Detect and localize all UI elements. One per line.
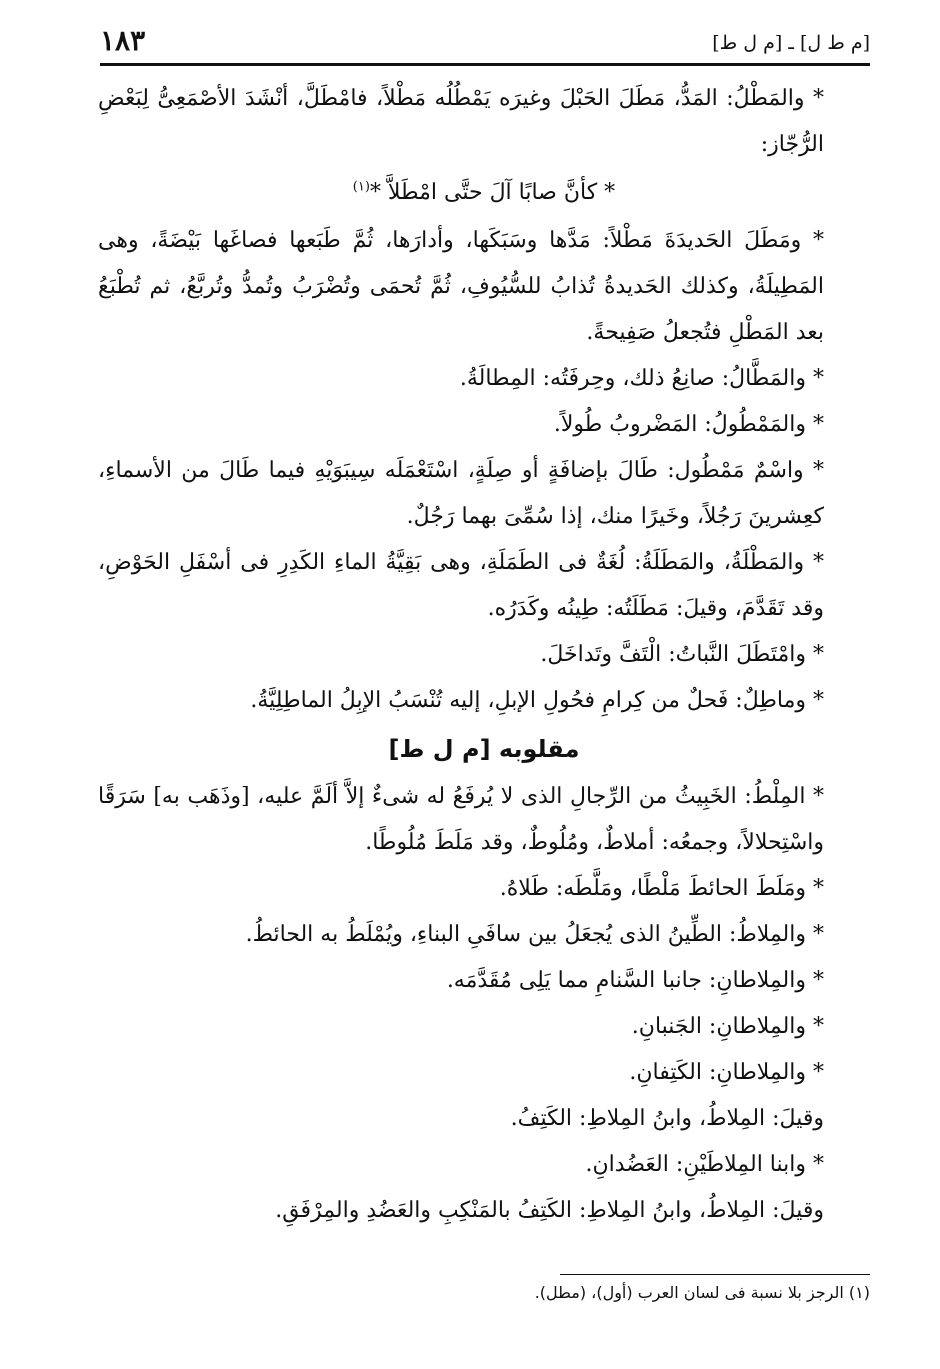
- paragraph: * والمِلاطانِ: الجَنبانِ.: [631, 1014, 824, 1039]
- footnote-rule: [560, 1274, 870, 1275]
- paragraph: * وماطِلٌ: فَحلٌ من كِرامِ فحُولِ الإبلِ، إليه تُنْسَبُ الإبِلُ الماطِلِيَّةُ.: [250, 688, 824, 713]
- paragraph: * وامْتَطَلَ النَّباتُ: الْتَفَّ وتَداخَلَ.: [540, 642, 824, 667]
- main-text: [98, 76, 870, 1234]
- paragraph: وقيلَ: المِلاطُ، وابنُ المِلاطِ: الكَتِفُ.: [510, 1106, 824, 1131]
- paragraph: * المِلْطُ: الخَبِيثُ من الرِّجالِ الذى لا يُرفَعُ له شىءٌ إلاَّ ألَمَّ عليه، [وذَهَب به] سَرَقًا واسْتِحلالاً، وجمعُه: أملاطٌ، ومُلُوطٌ، وقد مَلَطَ مُلُوطًا.: [98, 784, 824, 855]
- paragraph: * والمَمْطُولُ: المَضْروبُ طُولاً.: [553, 412, 824, 437]
- paragraph: وقيلَ: المِلاطُ، وابنُ المِلاطِ: الكَتِفُ بالمَنْكِبِ والعَضُدِ والمِرْفَقِ.: [275, 1198, 824, 1223]
- footnote: (١) الرجز بلا نسبة فى لسان العرب (أول)، (مطل).: [534, 1283, 870, 1302]
- running-head: [م ط ل] ـ [م ل ط]: [712, 32, 870, 54]
- verse-text: * كأنَّ صابًا آلَ حتَّى امْطَلاَّ *: [369, 180, 616, 205]
- paragraph: * والمِلاطُ: الطِّينُ الذى يُجعَلُ بين سافَىِ البناءِ، ويُمْلَطُ به الحائطُ.: [245, 922, 824, 947]
- paragraph: * واسْمٌ مَمْطُول: طَالَ بإضافَةٍ أو صِلَةٍ، اسْتَعْمَلَه سِيبَوَيْهِ فيما طَالَ من الأسماءِ، كعِشرينَ رَجُلاً، وخَيرًا منك، إذا سُمِّىَ بهما رَجُلٌ.: [98, 458, 824, 529]
- footnote-marker: (١): [352, 179, 370, 195]
- paragraph: * والمَطَّالُ: صانِعُ ذلك، وحِرفَتُه: المِطالَةُ.: [459, 366, 824, 391]
- paragraph: * ومَطَلَ الحَديدَةَ مَطْلاً: مَدَّها وسَبَكَها، وأدارَها، ثُمَّ طَبَعها فصاغَها بَيْضَةً، وهى المَطِيلَةُ، وكذلك الحَديدةُ تُذابُ للسُّيُوفِ، ثُمَّ تُحمَى وتُضْرَبُ وتُمدُّ وتُربَّعُ، ثم تُطْبَعُ بعد المَطْلِ فتُجعلُ صَفِيحةً.: [98, 228, 824, 345]
- page-number: ١٨٣: [100, 24, 146, 57]
- paragraph: * والمِلاطانِ: جانبا السَّنامِ مما يَلِى مُقَدَّمَه.: [446, 968, 824, 993]
- page-header: [100, 24, 870, 60]
- paragraph: * والمِلاطانِ: الكَتِفانِ.: [629, 1060, 824, 1085]
- verse-line: [98, 168, 870, 218]
- paragraph: * ومَلَطَ الحائطَ مَلْطًا، ومَلَّطَه: طَلاهُ.: [499, 876, 824, 901]
- paragraph: * والمَطْلُ: المَدُّ، مَطَلَ الحَبْلَ وغيرَه يَمْطُلُه مَطْلاً، فامْطَلَّ، أنْشَدَ الأصْمَعِىُّ لِبَعْضِ الرُّجّاز:: [98, 86, 824, 157]
- paragraph: * والمَطْلَةُ، والمَطَلَةُ: لُغَةٌ فى الطَمَلَةِ، وهى بَقِيَّةُ الماءِ الكَدِرِ فى أسْفَلِ الحَوْضِ، وقد تَقَدَّمَ، وقيلَ: مَطَلَتُه: طِينُه وكَدَرُه.: [98, 550, 824, 621]
- header-rule: [100, 63, 870, 66]
- section-title: مقلوبه [م ل ط]: [388, 735, 580, 763]
- paragraph: * وابنا المِلاطَيْنِ: العَضُدانِ.: [585, 1152, 824, 1177]
